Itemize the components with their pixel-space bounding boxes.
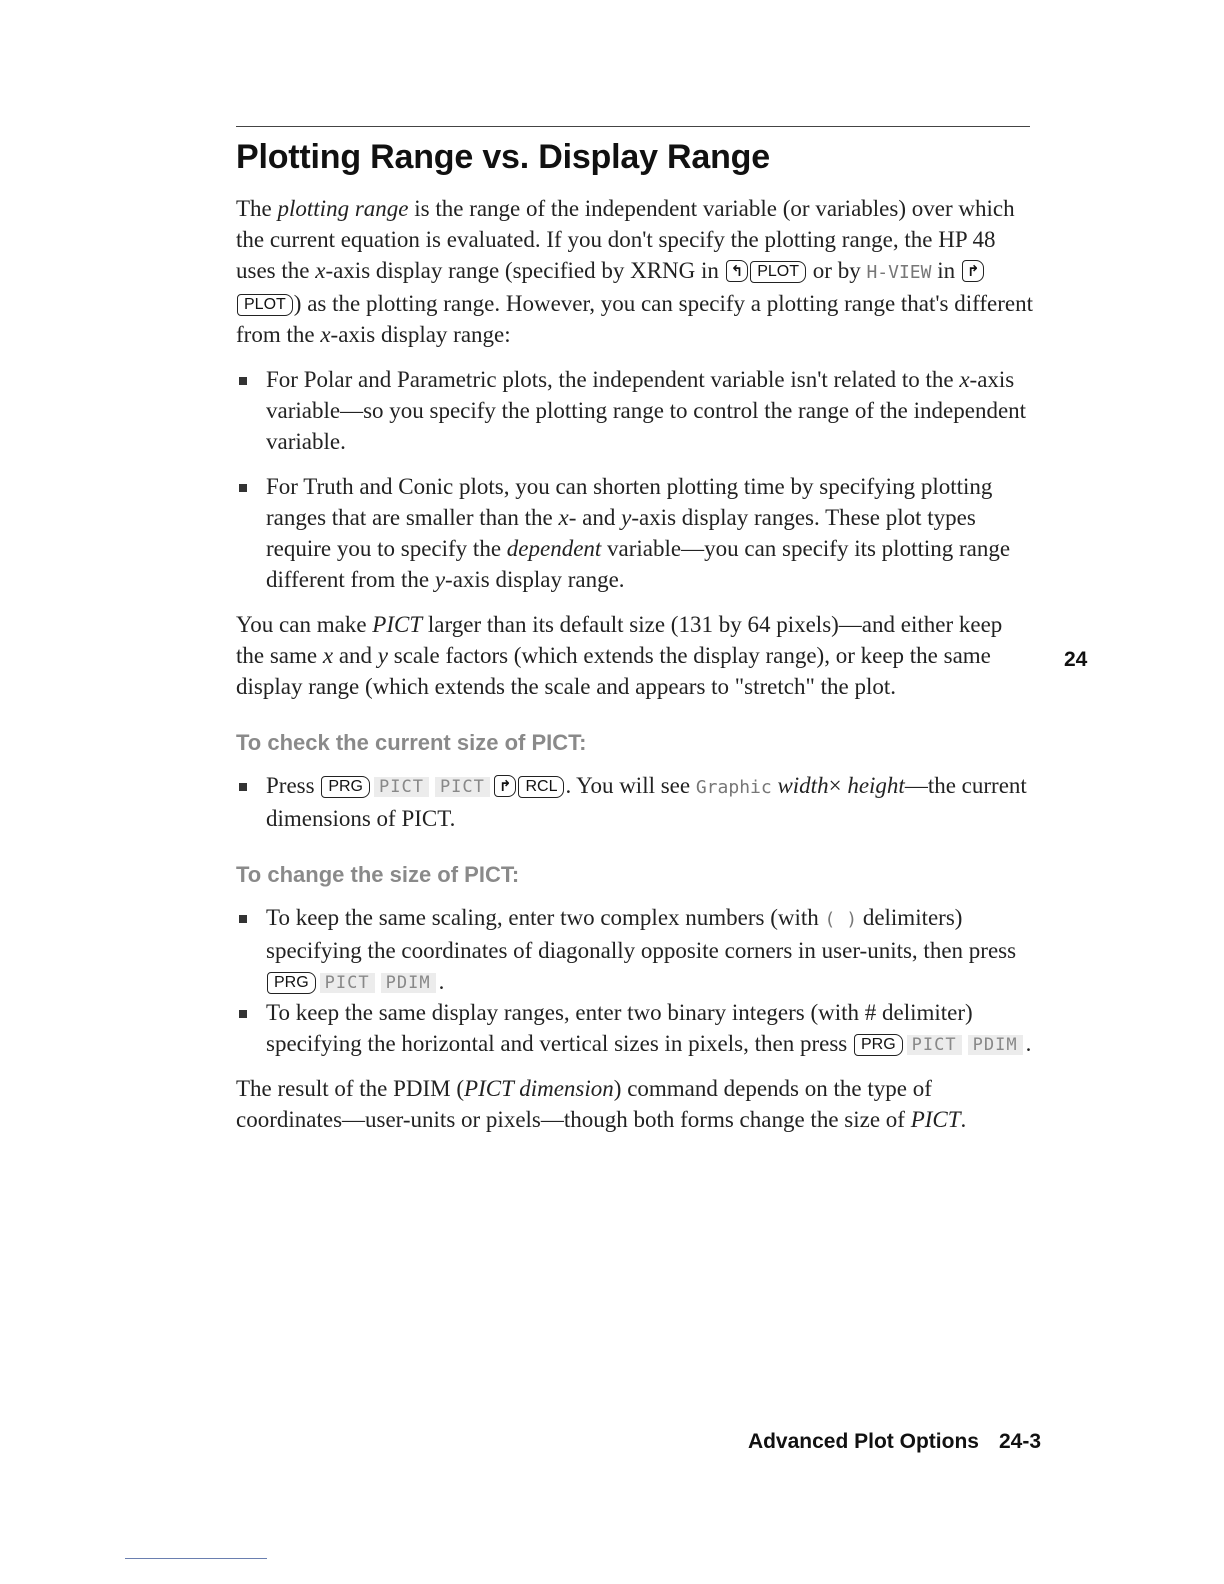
page-footer xyxy=(748,1430,1041,1454)
bottom-rule xyxy=(125,1558,267,1559)
times-symbol: × xyxy=(828,773,842,798)
text: To keep the same display ranges, enter two binary integers (with xyxy=(266,1000,865,1025)
term-plotting-range: plotting range xyxy=(277,196,409,221)
prg-key: PRG xyxy=(267,972,316,994)
pict-size-paragraph xyxy=(236,609,1036,702)
term-pict: PICT xyxy=(372,612,423,637)
text: delimiters) specifying the coordinates of diagonally opposite corners in user-units, then press xyxy=(266,905,1017,963)
hash-delimiter: # xyxy=(864,1000,877,1025)
text: Press xyxy=(266,773,321,798)
text: delimiter) specifying the horizontal and vertical sizes in pixels, then press xyxy=(266,1000,973,1056)
math-x: x xyxy=(315,258,326,283)
rcl-key: RCL xyxy=(518,776,564,798)
text: -axis display range: xyxy=(330,322,511,347)
list-item xyxy=(236,364,1036,457)
math-y: y xyxy=(434,567,446,592)
math-x: x xyxy=(558,505,569,530)
text: For Truth and Conic plots, you can shorten plotting time by specifying plotting ranges that are smaller than the xyxy=(266,474,993,530)
term-width: width xyxy=(777,773,829,798)
text: . xyxy=(1025,1031,1032,1056)
prg-key: PRG xyxy=(321,776,370,798)
plot-key: PLOT xyxy=(237,294,293,316)
pict-menu-key: PICT xyxy=(374,777,429,797)
math-x: x xyxy=(320,322,331,347)
footer-title: Advanced Plot Options xyxy=(747,1430,979,1453)
text: variable—you can specify its plotting range different from the xyxy=(266,536,1011,592)
intro-paragraph xyxy=(236,193,1036,350)
complex-delimiters: ( ) xyxy=(824,909,858,930)
text: or by xyxy=(807,258,867,283)
text: larger than its default size (131 by 64 pixels)—and either keep the same xyxy=(236,612,1003,668)
list-item xyxy=(236,471,1036,595)
list-item xyxy=(236,902,1036,997)
math-y: y xyxy=(377,643,389,668)
text: The result of the PDIM ( xyxy=(236,1076,465,1101)
pdim-menu-key: PDIM xyxy=(968,1035,1023,1055)
chapter-tab: 24 xyxy=(1064,648,1088,671)
plotting-range-bullets xyxy=(236,364,1036,595)
text: ) command depends on the type of coordinates—user-units or pixels—though both forms change the size of xyxy=(236,1076,932,1132)
text: and xyxy=(333,643,378,668)
check-size-steps xyxy=(236,770,1036,834)
hview-display-text: H-VIEW xyxy=(866,262,932,283)
math-y: y xyxy=(621,505,632,530)
text: - and xyxy=(568,505,622,530)
term-pict-dimension: PICT dimension xyxy=(464,1076,614,1101)
text: -axis display range (specified by XRNG in xyxy=(325,258,725,283)
pict-menu-key: PICT xyxy=(907,1035,962,1055)
right-shift-key: ↱ xyxy=(494,775,517,797)
math-x: x xyxy=(959,367,970,392)
text: -axis display ranges. These plot types require you to specify the xyxy=(266,505,976,561)
text: -axis variable—so you specify the plotting range to control the range of the independent variable. xyxy=(266,367,1027,454)
text: For Polar and Parametric plots, the independent variable isn't related to the xyxy=(266,367,960,392)
pdim-result-paragraph xyxy=(236,1073,1036,1135)
list-item xyxy=(236,997,1036,1059)
text: —the current dimensions of PICT. xyxy=(266,773,1027,831)
text: is the range of the independent variable (or variables) over which the current equation is evaluated. If you don't specify the plotting range, the HP 48 uses the xyxy=(236,196,1015,283)
prg-key: PRG xyxy=(854,1034,903,1056)
term-height: height xyxy=(847,773,905,798)
text: . xyxy=(960,1107,967,1132)
pict-menu-key: PICT xyxy=(435,777,490,797)
plot-key: PLOT xyxy=(750,261,806,283)
pict-menu-key: PICT xyxy=(320,973,375,993)
text: . You will see xyxy=(565,773,696,798)
text: in xyxy=(931,258,961,283)
graphic-display-text: Graphic xyxy=(695,777,772,798)
check-size-heading: To check the current size of PICT: xyxy=(236,730,587,755)
text: You can make xyxy=(236,612,373,637)
change-size-heading: To change the size of PICT: xyxy=(236,862,520,887)
left-shift-key: ↰ xyxy=(726,260,749,282)
text: scale factors (which extends the display range), or keep the same display range (which extends the scale and appears to "stretch" the plot. xyxy=(236,643,991,699)
list-item xyxy=(236,770,1036,834)
text: -axis display range. xyxy=(445,567,625,592)
page-body xyxy=(236,193,1036,1149)
text: ) as the plotting range. However, you can specify a plotting range that's different from the xyxy=(236,291,1033,347)
pdim-menu-key: PDIM xyxy=(381,973,436,993)
term-pict: PICT xyxy=(910,1107,961,1132)
change-size-steps xyxy=(236,902,1036,1059)
top-rule xyxy=(236,126,1030,127)
math-x: x xyxy=(322,643,334,668)
text: . xyxy=(438,969,445,994)
text: The xyxy=(236,196,278,221)
term-dependent: dependent xyxy=(506,536,602,561)
right-shift-key: ↱ xyxy=(962,260,985,282)
text: To keep the same scaling, enter two complex numbers (with xyxy=(266,905,825,930)
page-number: 24-3 xyxy=(998,1430,1041,1453)
section-title: Plotting Range vs. Display Range xyxy=(236,138,770,176)
